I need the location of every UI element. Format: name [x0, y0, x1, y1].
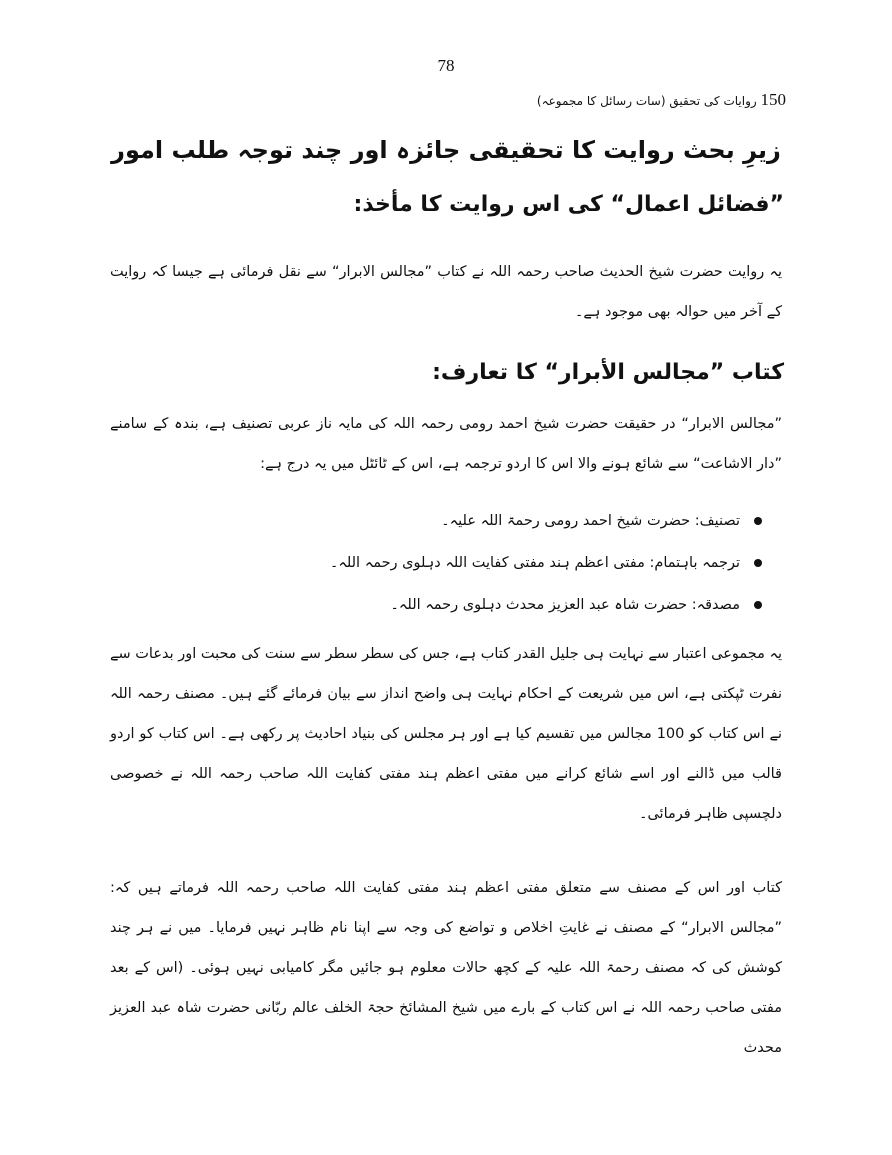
mufti-quote-paragraph: کتاب اور اس کے مصنف سے متعلق مفتی اعظم ہند مفتی کفایت اللہ صاحب رحمہ اللہ فرماتے ہیں کہ: ”مجالس الابرار“ کے مصنف نے غایتِ اخلاص و تواضع کی وجہ سے اپنا نام ظاہر نہیں فرمایا۔ میں نے ہر چند کوشش کی کہ مصنف رحمۃ اللہ علیہ کے کچھ حالات معلوم ہو جائیں مگر کامیابی نہیں ہوئی۔ (اس کے بعد مفتی صاحب رحمہ اللہ نے اس کتاب کے بارے میں شیخ المشائخ حجۃ الخلف عالم ربّانی حضرت شاہ عبد العزیز محدث	[110, 880, 782, 1056]
list-item-text: مصدقہ: حضرت شاہ عبد العزیز محدث دہلوی رحمہ اللہ۔	[390, 597, 740, 613]
bullet-icon	[754, 601, 762, 609]
section-heading-source: ”فضائل اعمال“ کی اس روایت کا مأخذ:	[353, 192, 784, 217]
list-item	[330, 500, 762, 542]
title-page-details-list	[330, 500, 762, 626]
section-heading-book-intro: کتاب ”مجالس الأبرار“ کا تعارف:	[432, 360, 784, 385]
book-description-paragraph: یہ مجموعی اعتبار سے نہایت ہی جلیل القدر کتاب ہے، جس کی سطر سطر سے سنت کی محبت اور بدعات سے نفرت ٹپکتی ہے، اس میں شریعت کے احکام نہایت ہی واضح انداز سے بیان فرمائے گئے ہیں۔ مصنف رحمہ اللہ نے اس کتاب کو 100 مجالس میں تقسیم کیا ہے اور ہر مجلس کی بنیاد احادیث پر رکھی ہے۔ اس کتاب کو اردو قالب میں ڈالنے اور اسے شائع کرانے میں مفتی اعظم ہند مفتی کفایت اللہ صاحب رحمہ اللہ نے خصوصی دلچسپی ظاہر فرمائی۔	[110, 646, 782, 822]
running-header-text: روایات کی تحقیق (سات رسائل کا مجموعہ)	[536, 94, 757, 108]
list-item-text: ترجمہ باہتمام: مفتی اعظم ہند مفتی کفایت اللہ دہلوی رحمہ اللہ۔	[329, 555, 740, 571]
bullet-icon	[754, 559, 762, 567]
page-number: 78	[437, 56, 455, 75]
running-header-number: 150	[760, 90, 786, 109]
running-header	[537, 90, 786, 110]
list-item-text: تصنیف: حضرت شیخ احمد رومی رحمۃ اللہ علیہ۔	[441, 513, 740, 529]
list-item	[330, 584, 762, 626]
bullet-icon	[754, 517, 762, 525]
source-paragraph: یہ روایت حضرت شیخ الحدیث صاحب رحمہ اللہ نے کتاب ”مجالس الابرار“ سے نقل فرمائی ہے جیسا کہ روایت کے آخر میں حوالہ بھی موجود ہے۔	[110, 264, 782, 320]
book-intro-paragraph: ”مجالس الابرار“ در حقیقت حضرت شیخ احمد رومی رحمہ اللہ کی مایہ ناز عربی تصنیف ہے، بندہ کے سامنے ”دار الاشاعت“ سے شائع ہونے والا اس کا اردو ترجمہ ہے، اس کے ٹائٹل میں یہ درج ہے:	[110, 416, 782, 472]
list-item	[330, 542, 762, 584]
main-heading: زیرِ بحث روایت کا تحقیقی جائزہ اور چند توجہ طلب امور	[111, 136, 781, 164]
